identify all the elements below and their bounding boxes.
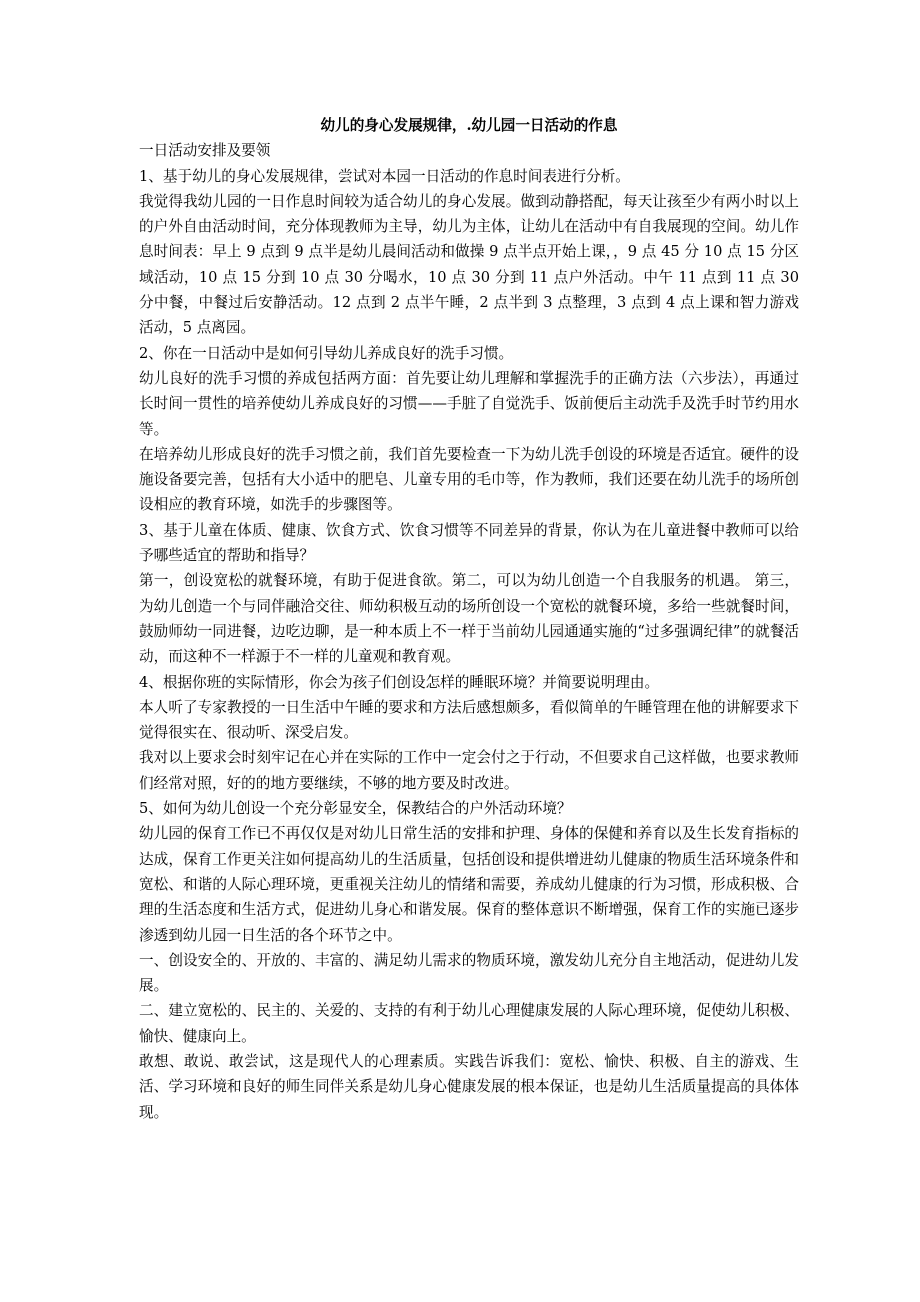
answer-4-part-1: 本人听了专家教授的一日生活中午睡的要求和方法后感想颇多，看似简单的午睡管理在他的讲解要求下觉得很实在、很动听、深受启发。 [139, 698, 799, 742]
document-body [139, 113, 799, 1125]
answer-3: 第一，创设宽松的就餐环境，有助于促进食欲。第二，可以为幼儿创造一个自我服务的机遇。 第三， 为幼儿创造一个与同伴融洽交往、师幼积极互动的场所创设一个宽松的就餐环境，多给一些就餐时间，鼓励师幼一同进餐，边吃边聊，是一种本质上不一样于当前幼儿园通通实施的“过多强调纪律”的就餐活动，而这种不一样源于不一样的儿童观和教育观。 [139, 572, 799, 666]
answer-4-part-2: 我对以上要求会时刻牢记在心并在实际的工作中一定会付之于行动，不但要求自己这样做，也要求教师们经常对照，好的的地方要继续，不够的地方要及时改进。 [139, 749, 799, 792]
answer-5-intro: 幼儿园的保育工作已不再仅仅是对幼儿日常生活的安排和护理、身体的保健和养育以及生长发育指标的达成，保育工作更关注如何提高幼儿的生活质量，包括创设和提供增进幼儿健康的物质生活环境条件和宽松、和谐的人际心理环境，更重视关注幼儿的情绪和需要，养成幼儿健康的行为习惯，形成积极、合理的生活态度和生活方式，促进幼儿身心和谐发展。保育的整体意识不断增强，保育工作的实施已逐步渗透到幼儿园一日生活的各个环节之中。 [139, 825, 799, 944]
answer-5-point-2: 二、建立宽松的、民主的、关爱的、支持的有利于幼儿心理健康发展的人际心理环境，促使幼儿积极、愉快、健康向上。 [139, 1002, 799, 1045]
question-4: 4、根据你班的实际情形，你会为孩子们创设怎样的睡眠环境？并简要说明理由。 [139, 673, 660, 691]
question-3: 3、基于儿童在体质、健康、饮食方式、饮食习惯等不同差异的背景，你认为在儿童进餐中教师可以给予哪些适宜的帮助和指导？ [139, 521, 799, 565]
answer-5-point-1: 一、创设安全的、开放的、丰富的、满足幼儿需求的物质环境，激发幼儿充分自主地活动，促进幼儿发展。 [139, 951, 799, 995]
question-1: 1、基于幼儿的身心发展规律，尝试对本园一日活动的作息时间表进行分析。 [139, 167, 630, 185]
answer-2-part-2: 在培养幼儿形成良好的洗手习惯之前，我们首先要检查一下为幼儿洗手创设的环境是否适宜。硬件的设施设备要完善，包括有大小适中的肥皂、儿童专用的毛巾等，作为教师，我们还要在幼儿洗手的场所创设相应的教育环境，如洗手的步骤图等。 [139, 445, 799, 514]
question-5: 5、如何为幼儿创设一个充分彰显安全，保教结合的户外活动环境？ [139, 800, 572, 818]
document-title: 幼儿的身心发展规律，.幼儿园一日活动的作息 [320, 117, 618, 134]
answer-5-conclusion: 敢想、敢说、敢尝试，这是现代人的心理素质。实践告诉我们：宽松、愉快、积极、自主的游戏、生活、学习环境和良好的师生同伴关系是幼儿身心健康发展的根本保证，也是幼儿生活质量提高的具体体现。 [139, 1052, 799, 1121]
question-2: 2、你在一日活动中是如何引导幼儿养成良好的洗手习惯。 [139, 344, 514, 362]
section-heading: 一日活动安排及要领 [139, 142, 271, 160]
answer-1: 我觉得我幼儿园的一日作息时间较为适合幼儿的身心发展。做到动静搭配，每天让孩至少有两小时以上的户外自由活动时间，充分体现教师为主导，幼儿为主体，让幼儿在活动中有自我展现的空间。幼儿作息时间表：早上 9 点到 9 点半是幼儿晨间活动和做操 9 点半点开始上课，，9 点 45 分 10 点 15 分区域活动，10 点 15 分到 10 点 30 分喝水，10 点 30 分到 11 点户外活动。中午 11 点到 11 点 30 分中餐，中餐过后安静活动。12 点到 2 点半午睡，2 点半到 3 点整理，3 点到 4 点上课和智力游戏活动，5 点离园。 [139, 192, 799, 337]
answer-2-part-1: 幼儿良好的洗手习惯的养成包括两方面：首先要让幼儿理解和掌握洗手的正确方法（六步法），再通过长时间一贯性的培养使幼儿养成良好的习惯——手脏了自觉洗手、饭前便后主动洗手及洗手时节约用水等。 [139, 369, 799, 438]
